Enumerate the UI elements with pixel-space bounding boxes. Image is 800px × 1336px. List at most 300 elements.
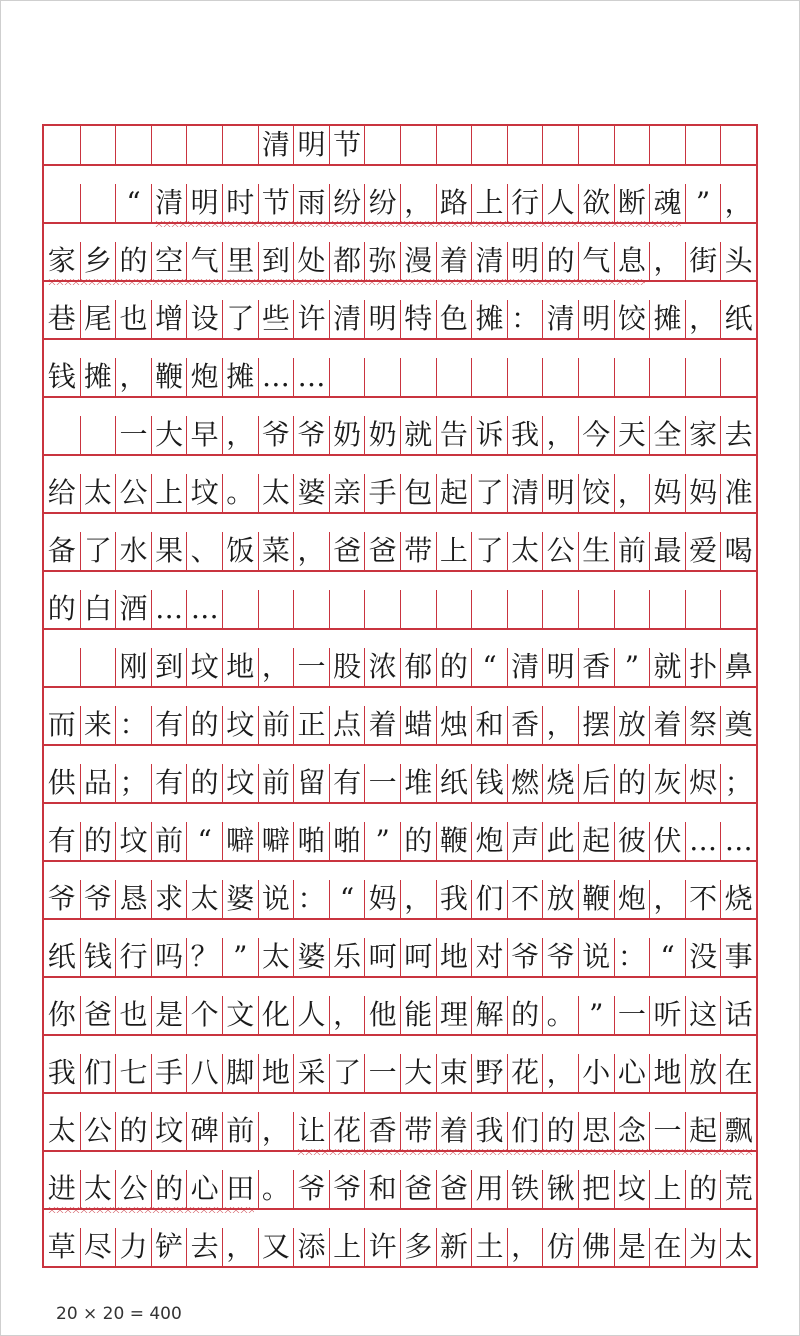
grid-cell: ” — [614, 648, 650, 686]
grid-cell: 前 — [151, 822, 187, 860]
grid-cell: 田 — [222, 1170, 258, 1208]
grid-cell — [507, 126, 543, 164]
grid-cell: 化 — [258, 996, 294, 1034]
grid-cell: 起 — [685, 1112, 721, 1150]
grid-cell: 设 — [186, 300, 222, 338]
grid-cell: ： — [115, 706, 151, 744]
grid-cell: 爷 — [542, 938, 578, 976]
grid-cell: 又 — [258, 1228, 294, 1266]
grid-cell — [578, 358, 614, 396]
grid-cell: 解 — [471, 996, 507, 1034]
grid-cell — [436, 358, 472, 396]
grid-cell: 起 — [436, 474, 472, 512]
grid-cell: 太 — [186, 880, 222, 918]
grid-cell — [685, 590, 721, 628]
grid-cell: 和 — [471, 706, 507, 744]
grid-cell — [720, 590, 756, 628]
grid-cell: 们 — [471, 880, 507, 918]
grid-cell: 着 — [364, 706, 400, 744]
grid-cell — [80, 184, 116, 222]
grid-cell: 妈 — [649, 474, 685, 512]
grid-cell: … — [258, 358, 294, 396]
grid-cell: 魂 — [649, 184, 685, 222]
grid-row — [44, 358, 756, 398]
grid-cell: 一 — [364, 1054, 400, 1092]
grid-cell: 包 — [400, 474, 436, 512]
grid-cell: 铁 — [507, 1170, 543, 1208]
grid-cell: 爸 — [436, 1170, 472, 1208]
grid-cell: ， — [293, 532, 329, 570]
grid-cell: 准 — [720, 474, 756, 512]
grid-cell: 花 — [507, 1054, 543, 1092]
grid-cell: “ — [329, 880, 365, 918]
grid-cell: 放 — [685, 1054, 721, 1092]
grid-cell: 扑 — [685, 648, 721, 686]
grid-cell: 上 — [649, 1170, 685, 1208]
grid-cell — [614, 590, 650, 628]
grid-cell: 烧 — [542, 764, 578, 802]
grid-cell: 的 — [186, 706, 222, 744]
grid-cell: 品 — [80, 764, 116, 802]
grid-cell: 明 — [364, 300, 400, 338]
grid-cell: 喝 — [720, 532, 756, 570]
grid-cell — [186, 126, 222, 164]
wavy-underline — [48, 279, 645, 285]
grid-cell: 在 — [649, 1228, 685, 1266]
grid-cell: “ — [186, 822, 222, 860]
grid-cell: 的 — [115, 1112, 151, 1150]
grid-cell: 彼 — [614, 822, 650, 860]
grid-cell: 清 — [329, 300, 365, 338]
grid-cell: 此 — [542, 822, 578, 860]
grid-cell: ， — [329, 996, 365, 1034]
grid-cell: 堆 — [400, 764, 436, 802]
grid-cell: 妈 — [364, 880, 400, 918]
grid-cell: 。 — [258, 1170, 294, 1208]
grid-cell: 仿 — [542, 1228, 578, 1266]
grid-cell: 多 — [400, 1228, 436, 1266]
grid-cell: 去 — [720, 416, 756, 454]
grid-cell: 放 — [542, 880, 578, 918]
grid-cell: 炮 — [186, 358, 222, 396]
grid-cell: 街 — [685, 242, 721, 280]
grid-cell — [80, 416, 116, 454]
grid-cell: 最 — [649, 532, 685, 570]
grid-cell: 奶 — [364, 416, 400, 454]
grid-cell — [436, 126, 472, 164]
grid-cell: 们 — [507, 1112, 543, 1150]
grid-cell: 地 — [649, 1054, 685, 1092]
grid-cell: ， — [649, 880, 685, 918]
grid-cell: 公 — [115, 474, 151, 512]
grid-row — [44, 764, 756, 804]
grid-cell: 都 — [329, 242, 365, 280]
grid-cell: 点 — [329, 706, 365, 744]
grid-cell: 去 — [186, 1228, 222, 1266]
grid-cell: 束 — [436, 1054, 472, 1092]
grid-row — [44, 126, 756, 166]
grid-cell: 头 — [720, 242, 756, 280]
grid-cell: 吗 — [151, 938, 187, 976]
grid-cell: 坟 — [151, 1112, 187, 1150]
grid-cell: 烛 — [436, 706, 472, 744]
grid-cell: 纸 — [47, 940, 76, 973]
grid-cell: ， — [685, 300, 721, 338]
grid-cell: 。 — [542, 996, 578, 1034]
grid-cell: 有 — [47, 824, 76, 857]
grid-cell: 鞭 — [436, 822, 472, 860]
grid-cell: 增 — [151, 300, 187, 338]
grid-cell: 全 — [649, 416, 685, 454]
grid-cell — [258, 590, 294, 628]
grid-cell: 人 — [542, 184, 578, 222]
grid-cell: ， — [222, 1228, 258, 1266]
grid-row — [44, 1054, 756, 1094]
grid-cell: 碑 — [186, 1112, 222, 1150]
grid-cell: 爱 — [685, 532, 721, 570]
grid-row — [44, 1170, 756, 1210]
grid-cell: 心 — [614, 1054, 650, 1092]
grid-cell: ” — [222, 938, 258, 976]
grid-cell: ， — [542, 706, 578, 744]
grid-cell: 太 — [258, 474, 294, 512]
grid-cell: 手 — [364, 474, 400, 512]
grid-cell: 思 — [578, 1112, 614, 1150]
grid-cell: 乡 — [80, 242, 116, 280]
grid-cell: ， — [222, 416, 258, 454]
grid-cell: 了 — [222, 300, 258, 338]
grid-cell: 事 — [720, 938, 756, 976]
grid-cell: 灰 — [649, 764, 685, 802]
grid-cell: 爷 — [47, 882, 76, 915]
grid-cell: 呵 — [400, 938, 436, 976]
grid-cell: 力 — [115, 1228, 151, 1266]
grid-row — [44, 474, 756, 514]
grid-cell: 明 — [293, 126, 329, 164]
grid-cell: 七 — [115, 1054, 151, 1092]
grid-cell: 备 — [47, 534, 76, 567]
grid-cell: 今 — [578, 416, 614, 454]
grid-cell: 上 — [151, 474, 187, 512]
grid-cell: 采 — [293, 1054, 329, 1092]
grid-row — [44, 996, 756, 1036]
grid-row — [44, 300, 756, 340]
grid-cell: 清 — [151, 184, 187, 222]
grid-cell: 明 — [578, 300, 614, 338]
grid-cell: 鼻 — [720, 648, 756, 686]
grid-cell: 来 — [80, 706, 116, 744]
grid-cell: 野 — [471, 1054, 507, 1092]
grid-cell — [80, 126, 116, 164]
grid-cell: 钱 — [80, 938, 116, 976]
grid-cell: 我 — [436, 880, 472, 918]
grid-cell — [507, 358, 543, 396]
grid-cell: 个 — [186, 996, 222, 1034]
grid-cell: 漫 — [400, 242, 436, 280]
grid-cell — [685, 126, 721, 164]
grid-cell: 噼 — [258, 822, 294, 860]
grid-cell — [720, 358, 756, 396]
grid-cell: 爸 — [400, 1170, 436, 1208]
grid-cell: 色 — [436, 300, 472, 338]
grid-cell: 明 — [186, 184, 222, 222]
grid-cell: 爷 — [80, 880, 116, 918]
grid-cell: 饭 — [222, 532, 258, 570]
grid-row — [44, 184, 756, 224]
grid-cell: 到 — [151, 648, 187, 686]
grid-cell: 爷 — [258, 416, 294, 454]
grid-cell: 锹 — [542, 1170, 578, 1208]
grid-cell: 坟 — [115, 822, 151, 860]
grid-cell: 节 — [258, 184, 294, 222]
grid-cell — [44, 184, 80, 222]
grid-cell: 坟 — [186, 648, 222, 686]
grid-cell: 摊 — [649, 300, 685, 338]
grid-cell: 祭 — [685, 706, 721, 744]
grid-row — [44, 648, 756, 688]
grid-cell: 爸 — [80, 996, 116, 1034]
grid-cell: 了 — [329, 1054, 365, 1092]
grid-cell: 心 — [186, 1170, 222, 1208]
grid-cell: 婆 — [293, 938, 329, 976]
grid-cell: ？ — [186, 938, 222, 976]
grid-cell: 弥 — [364, 242, 400, 280]
grid-cell — [542, 358, 578, 396]
grid-cell: 明 — [507, 242, 543, 280]
grid-cell — [507, 590, 543, 628]
grid-cell: 纸 — [720, 300, 756, 338]
grid-cell: 早 — [186, 416, 222, 454]
grid-cell: 钱 — [47, 360, 76, 393]
grid-cell: 起 — [578, 822, 614, 860]
grid-cell — [329, 358, 365, 396]
grid-cell: 我 — [471, 1112, 507, 1150]
grid-cell: 飘 — [720, 1112, 756, 1150]
grid-cell: 供 — [47, 766, 76, 799]
grid-cell: 奶 — [329, 416, 365, 454]
grid-row — [44, 1112, 756, 1152]
grid-cell — [542, 126, 578, 164]
grid-cell: 没 — [685, 938, 721, 976]
grid-cell: 这 — [685, 996, 721, 1034]
grid-cell: 蜡 — [400, 706, 436, 744]
grid-cell: 清 — [258, 126, 294, 164]
grid-cell: 啪 — [329, 822, 365, 860]
grid-cell: 的 — [542, 242, 578, 280]
grid-cell: 八 — [186, 1054, 222, 1092]
grid-cell: 炮 — [471, 822, 507, 860]
grid-cell: 鞭 — [578, 880, 614, 918]
grid-cell: 大 — [400, 1054, 436, 1092]
grid-cell: 气 — [578, 242, 614, 280]
grid-cell: 的 — [400, 822, 436, 860]
grid-cell: 上 — [436, 532, 472, 570]
grid-cell: 坟 — [222, 706, 258, 744]
grid-cell — [364, 358, 400, 396]
grid-cell: 带 — [400, 1112, 436, 1150]
grid-cell — [649, 590, 685, 628]
grid-cell: 上 — [329, 1228, 365, 1266]
grid-cell: 求 — [151, 880, 187, 918]
grid-cell: 给 — [47, 476, 76, 509]
grid-cell: ： — [293, 880, 329, 918]
grid-cell: 而 — [47, 708, 76, 741]
grid-row — [44, 706, 756, 746]
grid-cell: “ — [115, 184, 151, 222]
grid-cell: 巷 — [47, 302, 76, 335]
grid-cell: 摊 — [222, 358, 258, 396]
grid-cell: 郁 — [400, 648, 436, 686]
grid-cell: 摊 — [80, 358, 116, 396]
grid-cell: 婆 — [293, 474, 329, 512]
grid-cell: 刚 — [115, 648, 151, 686]
grid-cell: ， — [115, 358, 151, 396]
grid-cell: 炮 — [614, 880, 650, 918]
grid-cell: 伏 — [649, 822, 685, 860]
grid-cell: … — [293, 358, 329, 396]
grid-cell: 在 — [720, 1054, 756, 1092]
grid-cell: 荒 — [720, 1170, 756, 1208]
grid-cell: 家 — [685, 416, 721, 454]
grid-cell: 一 — [293, 648, 329, 686]
grid-cell: 公 — [542, 532, 578, 570]
grid-cell: 有 — [329, 764, 365, 802]
grid-cell: 的 — [507, 996, 543, 1034]
grid-cell: ： — [507, 300, 543, 338]
grid-cell: 我 — [507, 416, 543, 454]
grid-cell: 白 — [80, 590, 116, 628]
grid-cell: 的 — [436, 648, 472, 686]
grid-cell — [720, 126, 756, 164]
grid-cell: 念 — [614, 1112, 650, 1150]
grid-cell: 的 — [47, 592, 76, 625]
grid-cell — [578, 590, 614, 628]
grid-cell: 家 — [47, 244, 76, 277]
grid-cell: 饺 — [578, 474, 614, 512]
grid-cell: 一 — [649, 1112, 685, 1150]
grid-cell: 时 — [222, 184, 258, 222]
grid-cell: 不 — [507, 880, 543, 918]
grid-cell — [400, 126, 436, 164]
grid-cell — [151, 126, 187, 164]
grid-cell: 钱 — [471, 764, 507, 802]
grid-cell: 摆 — [578, 706, 614, 744]
grid-cell — [364, 126, 400, 164]
grid-cell: 爷 — [293, 416, 329, 454]
grid-cell: 坟 — [614, 1170, 650, 1208]
grid-cell: 纷 — [329, 184, 365, 222]
grid-cell — [44, 648, 80, 686]
grid-cell — [44, 126, 80, 164]
grid-cell: 亲 — [329, 474, 365, 512]
grid-cell: 们 — [80, 1054, 116, 1092]
grid-size-label: 20 × 20 = 400 — [56, 1304, 182, 1324]
grid-cell: ， — [542, 1054, 578, 1092]
grid-row — [44, 880, 756, 920]
grid-cell: 着 — [436, 242, 472, 280]
grid-cell: ” — [364, 822, 400, 860]
grid-cell: ， — [720, 184, 756, 222]
grid-cell: 上 — [471, 184, 507, 222]
grid-cell: 是 — [614, 1228, 650, 1266]
grid-cell: 他 — [364, 996, 400, 1034]
grid-cell — [649, 358, 685, 396]
grid-cell: 啪 — [293, 822, 329, 860]
grid-cell: 呵 — [364, 938, 400, 976]
grid-cell: 留 — [293, 764, 329, 802]
grid-cell: 我 — [47, 1056, 76, 1089]
grid-cell: 人 — [293, 996, 329, 1034]
grid-cell: 行 — [507, 184, 543, 222]
grid-cell: 让 — [293, 1112, 329, 1150]
grid-cell: 。 — [222, 474, 258, 512]
grid-cell: 爷 — [329, 1170, 365, 1208]
grid-cell: 声 — [507, 822, 543, 860]
grid-cell: 行 — [115, 938, 151, 976]
grid-cell: 也 — [115, 300, 151, 338]
grid-cell: 说 — [258, 880, 294, 918]
grid-cell: 大 — [151, 416, 187, 454]
grid-cell: 明 — [542, 474, 578, 512]
grid-cell — [471, 358, 507, 396]
grid-cell: 些 — [258, 300, 294, 338]
grid-cell: 带 — [400, 532, 436, 570]
grid-cell: 、 — [186, 532, 222, 570]
grid-cell: 节 — [329, 126, 365, 164]
grid-cell: … — [720, 822, 756, 860]
grid-cell: 太 — [80, 1170, 116, 1208]
grid-cell: 的 — [151, 1170, 187, 1208]
wavy-underline — [297, 1149, 752, 1155]
grid-cell: 一 — [364, 764, 400, 802]
grid-cell: “ — [649, 938, 685, 976]
grid-cell: 清 — [471, 242, 507, 280]
grid-cell: 尽 — [80, 1228, 116, 1266]
grid-row — [44, 938, 756, 978]
grid-cell: 雨 — [293, 184, 329, 222]
grid-cell: 妈 — [685, 474, 721, 512]
grid-cell — [400, 358, 436, 396]
grid-cell: 是 — [151, 996, 187, 1034]
grid-cell: 清 — [507, 474, 543, 512]
grid-cell: 太 — [258, 938, 294, 976]
grid-cell: 就 — [649, 648, 685, 686]
grid-cell: 能 — [400, 996, 436, 1034]
grid-cell: 听 — [649, 996, 685, 1034]
grid-cell: … — [151, 590, 187, 628]
grid-cell: 为 — [685, 1228, 721, 1266]
grid-cell: 果 — [151, 532, 187, 570]
grid-cell: 后 — [578, 764, 614, 802]
grid-cell: ， — [507, 1228, 543, 1266]
grid-cell: 爸 — [364, 532, 400, 570]
grid-cell — [222, 126, 258, 164]
grid-row — [44, 532, 756, 572]
grid-cell: 着 — [649, 706, 685, 744]
grid-cell: 和 — [364, 1170, 400, 1208]
composition-grid — [42, 124, 758, 1268]
grid-cell: 水 — [115, 532, 151, 570]
grid-cell: 的 — [614, 764, 650, 802]
grid-cell: 浓 — [364, 648, 400, 686]
grid-cell: 有 — [151, 706, 187, 744]
grid-cell: ， — [649, 242, 685, 280]
grid-cell — [436, 590, 472, 628]
grid-row — [44, 590, 756, 630]
grid-cell: 爷 — [507, 938, 543, 976]
grid-cell: 菜 — [258, 532, 294, 570]
grid-cell: 不 — [685, 880, 721, 918]
